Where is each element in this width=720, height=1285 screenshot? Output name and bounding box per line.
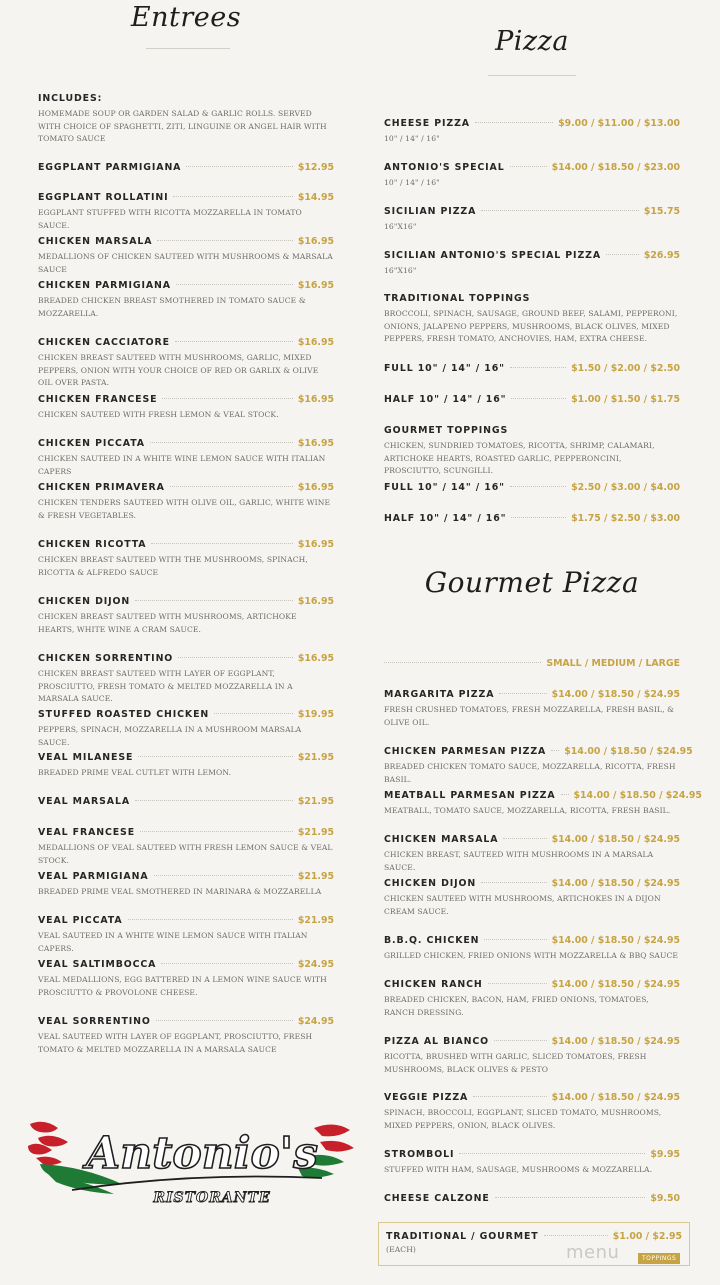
menu-item-name: VEAL MARSALA <box>38 796 130 807</box>
menu-item <box>38 236 334 276</box>
menu-item <box>384 425 680 478</box>
dotted-leader <box>135 600 293 601</box>
dotted-leader <box>138 756 293 757</box>
menu-item <box>384 979 680 1019</box>
menu-item-desc: MEDALLIONS OF CHICKEN SAUTEED WITH MUSHROOMS & MARSALA SAUCE <box>38 252 333 274</box>
menu-item-name: CHICKEN DIJON <box>38 596 131 607</box>
logo-red-swirl <box>28 1122 68 1165</box>
dotted-leader <box>150 442 293 443</box>
menu-item <box>38 394 334 422</box>
toppings-box-desc: (EACH) <box>386 1245 416 1254</box>
menu-item-desc: VEAL SAUTEED WITH LAYER OF EGGPLANT, PROSCIUTTO, FRESH TOMATO & MELTED MOZZARELLA IN A MARSALA SAUCE <box>38 1032 313 1054</box>
menu-item <box>38 709 334 749</box>
menu-item-row <box>384 250 680 261</box>
menu-item <box>384 250 680 278</box>
dotted-leader <box>170 486 293 487</box>
menu-item-price: $26.95 <box>643 250 680 261</box>
logo-sub: RISTORANTE <box>153 1190 271 1206</box>
menu-item-price: $16.95 <box>297 236 334 247</box>
menu-item-name: VEAL FRANCESE <box>38 827 136 838</box>
menu-item-desc: VEAL SAUTEED IN A WHITE WINE LEMON SAUCE WITH ITALIAN CAPERS. <box>38 931 308 953</box>
menu-item-desc: 10" / 14" / 16" <box>384 178 440 187</box>
menu-item-desc: 16"X16" <box>384 266 417 275</box>
dotted-leader <box>214 713 293 714</box>
menu-item-price: $14.00 / $18.50 / $24.95 <box>551 689 680 700</box>
menu-item <box>38 871 334 899</box>
entrees-heading-rule <box>146 48 230 49</box>
logo-script: Antonio's <box>85 1128 319 1179</box>
menu-item-desc: BREADED CHICKEN BREAST SMOTHERED IN TOMATO SAUCE & MOZZARELLA. <box>38 296 306 318</box>
menu-item-row <box>38 1016 334 1027</box>
toppings-box-leader <box>544 1235 608 1236</box>
menu-item <box>38 162 334 173</box>
menu-item-desc: PEPPERS, SPINACH, MOZZARELLA IN A MUSHROOM MARSALA SAUCE. <box>38 725 302 747</box>
menu-item-desc: MEATBALL, TOMATO SAUCE, MOZZARELLA, RICOTTA, FRESH BASIL. <box>384 806 671 815</box>
antonios-logo <box>22 1116 358 1212</box>
dotted-leader <box>140 831 293 832</box>
menu-item-row <box>384 979 680 990</box>
menu-item-name: CHICKEN PARMESAN PIZZA <box>384 746 547 757</box>
menu-item-row <box>384 790 702 801</box>
menu-item <box>384 206 680 234</box>
menu-item-row <box>38 236 334 247</box>
menu-item-name: B.B.Q. CHICKEN <box>384 935 480 946</box>
dotted-leader <box>157 240 292 241</box>
menu-item-row <box>38 709 334 720</box>
menu-item-row <box>38 796 334 807</box>
menu-item-row <box>384 689 680 700</box>
menu-item-row <box>384 513 680 524</box>
menu-item-row <box>384 162 680 173</box>
dotted-leader <box>161 963 292 964</box>
pizza-heading: Pizza <box>495 26 569 57</box>
menu-item-price: $21.95 <box>297 752 334 763</box>
menu-item-row <box>38 192 334 203</box>
menu-item-desc: CHICKEN SAUTEED WITH FRESH LEMON & VEAL STOCK. <box>38 410 279 419</box>
menu-item-price: $16.95 <box>297 596 334 607</box>
menu-item-name: MARGARITA PIZZA <box>384 689 495 700</box>
menu-item-row <box>38 438 334 449</box>
menu-item-desc: CHICKEN SAUTEED WITH MUSHROOMS, ARTICHOKES IN A DIJON CREAM SAUCE. <box>384 894 661 916</box>
menu-item-desc: BREADED CHICKEN TOMATO SAUCE, MOZZARELLA, RICOTTA, FRESH BASIL. <box>384 762 676 784</box>
menu-item-row <box>384 394 680 405</box>
menu-item <box>38 337 334 390</box>
menu-item-name: EGGPLANT ROLLATINI <box>38 192 169 203</box>
menu-item-price: $1.50 / $2.00 / $2.50 <box>571 363 680 374</box>
dotted-leader <box>162 398 292 399</box>
menu-item <box>38 752 334 780</box>
toppings-box-price: $1.00 / $2.95 <box>612 1231 682 1242</box>
menu-item-desc: CHICKEN, SUNDRIED TOMATOES, RICOTTA, SHRIMP, CALAMARI, ARTICHOKE HEARTS, ROASTED GARLIC, PEPPERONCINI, PROSCIUTTO, SCUNGILLI. <box>384 441 655 476</box>
dotted-leader <box>606 254 639 255</box>
menu-item <box>38 280 334 320</box>
menu-item-price: $16.95 <box>297 539 334 550</box>
dotted-leader <box>494 1040 547 1041</box>
menu-item <box>384 1193 680 1204</box>
menu-item-price: $15.75 <box>643 206 680 217</box>
menu-item-row <box>38 337 334 348</box>
menu-item-row <box>38 752 334 763</box>
menu-item <box>38 653 334 706</box>
menu-item-price: $16.95 <box>297 394 334 405</box>
pizza-heading-rule <box>488 75 576 76</box>
menu-item-name: STROMBOLI <box>384 1149 455 1160</box>
dotted-leader <box>481 210 639 211</box>
dotted-leader <box>459 1153 645 1154</box>
menu-item-name: CHICKEN RANCH <box>384 979 483 990</box>
menu-item-price: $14.00 / $18.50 / $24.95 <box>551 979 680 990</box>
includes-desc: HOMEMADE SOUP OR GARDEN SALAD & GARLIC ROLLS. SERVED WITH CHOICE OF SPAGHETTI, ZITI, LINGUINE OR ANGEL HAIR WITH TOMATO SAUCE <box>38 109 327 144</box>
menu-item-price: $1.00 / $1.50 / $1.75 <box>571 394 680 405</box>
menu-item-desc: BROCCOLI, SPINACH, SAUSAGE, GROUND BEEF, SALAMI, PEPPERONI, ONIONS, JALAPENO PEPPERS, MUSHROOMS, BLACK OLIVES, MIXED PEPPERS, FRESH TOMATO, ANCHOVIES, HAM, EXTRA CHEESE. <box>384 309 678 344</box>
menu-item <box>384 162 680 190</box>
menu-item-name: CHICKEN SORRENTINO <box>38 653 174 664</box>
menu-item-name: CHICKEN PICCATA <box>38 438 145 449</box>
menu-item-desc: BREADED CHICKEN, BACON, HAM, FRIED ONIONS, TOMATOES, RANCH DRESSING. <box>384 995 649 1017</box>
menu-item-price: $14.95 <box>297 192 334 203</box>
dotted-leader <box>156 1020 293 1021</box>
menu-item-name: CHICKEN RICOTTA <box>38 539 147 550</box>
menu-item-row <box>384 363 680 374</box>
menu-item-name: CHICKEN MARSALA <box>384 834 499 845</box>
menu-item-desc: MEDALLIONS OF VEAL SAUTEED WITH FRESH LEMON SAUCE & VEAL STOCK. <box>38 843 333 865</box>
dotted-leader <box>511 517 566 518</box>
menu-item-row <box>38 539 334 550</box>
dotted-leader <box>178 657 293 658</box>
menu-item <box>384 834 680 874</box>
menu-item <box>384 118 680 146</box>
menu-item-row <box>384 425 680 436</box>
menu-item-name: VEGGIE PIZZA <box>384 1092 469 1103</box>
menu-item-desc: STUFFED WITH HAM, SAUSAGE, MUSHROOMS & MOZZARELLA. <box>384 1165 653 1174</box>
menu-item-price: $24.95 <box>297 1016 334 1027</box>
menu-item-row <box>38 280 334 291</box>
menu-item-desc: FRESH CRUSHED TOMATOES, FRESH MOZZARELLA, FRESH BASIL, & OLIVE OIL. <box>384 705 675 727</box>
menu-item-row <box>384 878 680 889</box>
menu-item-name: EGGPLANT PARMIGIANA <box>38 162 182 173</box>
menu-item-desc: GRILLED CHICKEN, FRIED ONIONS WITH MOZZARELLA & BBQ SAUCE <box>384 951 679 960</box>
menu-item-name: CHICKEN DIJON <box>384 878 477 889</box>
dotted-leader <box>510 367 566 368</box>
menu-item-row <box>38 394 334 405</box>
menu-item <box>38 959 334 999</box>
menu-item-name: VEAL SALTIMBOCCA <box>38 959 157 970</box>
dotted-leader <box>175 341 293 342</box>
menu-item <box>38 192 334 232</box>
menu-item-price: $21.95 <box>297 827 334 838</box>
menu-item <box>384 513 680 524</box>
menu-item-desc: SPINACH, BROCCOLI, EGGPLANT, SLICED TOMATO, MUSHROOMS, MIXED PEPPERS, ONION, BLACK OLIVES. <box>384 1108 662 1130</box>
dotted-leader <box>475 122 553 123</box>
menu-item <box>384 878 680 918</box>
menu-item-row <box>384 1036 680 1047</box>
menu-item-name: GOURMET TOPPINGS <box>384 425 509 436</box>
dotted-leader <box>551 750 559 751</box>
menu-item <box>384 293 680 346</box>
gourmet-sizes: SMALL / MEDIUM / LARGE <box>546 658 680 669</box>
menu-item-name: FULL 10" / 14" / 16" <box>384 482 505 493</box>
dotted-leader <box>481 882 546 883</box>
menu-item-name: FULL 10" / 14" / 16" <box>384 363 505 374</box>
dotted-leader <box>561 794 569 795</box>
menu-item <box>38 482 334 522</box>
dotted-leader <box>488 983 547 984</box>
menu-item <box>38 796 334 807</box>
menu-item-row <box>38 827 334 838</box>
menu-item-desc: 16"X16" <box>384 222 417 231</box>
dotted-leader <box>495 1197 646 1198</box>
menu-item-name: VEAL MILANESE <box>38 752 134 763</box>
menu-item-row <box>384 1092 680 1103</box>
menu-item-row <box>38 653 334 664</box>
menu-item-row <box>384 746 693 757</box>
menu-item-price: $9.00 / $11.00 / $13.00 <box>558 118 680 129</box>
menu-item-name: TRADITIONAL TOPPINGS <box>384 293 531 304</box>
includes-title: INCLUDES: <box>38 93 103 104</box>
menu-item <box>38 827 334 867</box>
menu-item-name: CHICKEN MARSALA <box>38 236 153 247</box>
menu-item-row <box>384 1149 680 1160</box>
menu-item-desc: CHICKEN BREAST SAUTEED WITH MUSHROOMS, GARLIC, MIXED PEPPERS, ONION WITH YOUR CHOICE OF RED OR GARLIX & OLIVE OIL OVER PASTA. <box>38 353 319 388</box>
menu-item-name: ANTONIO'S SPECIAL <box>384 162 505 173</box>
dotted-leader <box>135 800 293 801</box>
watermark-tag: TOPPINGS <box>638 1253 680 1264</box>
menu-item-row <box>384 1193 680 1204</box>
menu-item-desc: VEAL MEDALLIONS, EGG BATTERED IN A LEMON WINE SAUCE WITH PROSCIUTTO & PROVOLONE CHEESE. <box>38 975 327 997</box>
menu-item-price: $14.00 / $18.50 / $24.95 <box>551 1036 680 1047</box>
menu-item <box>384 689 680 729</box>
menu-item <box>384 482 680 493</box>
menu-item-name: CHICKEN CACCIATORE <box>38 337 170 348</box>
watermark-text: menu <box>566 1242 620 1263</box>
menu-item <box>384 935 680 963</box>
menu-item-desc: CHICKEN TENDERS SAUTEED WITH OLIVE OIL, GARLIC, WHITE WINE & FRESH VEGETABLES. <box>38 498 331 520</box>
menu-item-price: $14.00 / $18.50 / $24.95 <box>551 935 680 946</box>
menu-item <box>38 915 334 955</box>
menu-item-row <box>384 118 680 129</box>
dotted-leader <box>510 166 547 167</box>
menu-item <box>384 746 693 786</box>
menu-item <box>384 1149 680 1177</box>
dotted-leader <box>176 284 293 285</box>
menu-item-row <box>38 959 334 970</box>
menu-item-price: $21.95 <box>297 796 334 807</box>
entrees-includes <box>38 93 334 146</box>
menu-item-row <box>38 482 334 493</box>
entrees-heading: Entrees <box>130 2 242 33</box>
menu-item-row <box>38 162 334 173</box>
menu-item-desc: CHICKEN BREAST, SAUTEED WITH MUSHROOMS IN A MARSALA SAUCE. <box>384 850 654 872</box>
dotted-leader <box>151 543 292 544</box>
menu-item-price: $12.95 <box>297 162 334 173</box>
menu-item-price: $16.95 <box>297 482 334 493</box>
menu-item-name: CHICKEN FRANCESE <box>38 394 158 405</box>
menu-item-name: VEAL SORRENTINO <box>38 1016 151 1027</box>
menu-item-row <box>384 482 680 493</box>
dotted-leader <box>154 875 293 876</box>
menu-item-price: $14.00 / $18.50 / $24.95 <box>551 1092 680 1103</box>
menu-item-price: $14.00 / $18.50 / $23.00 <box>551 162 680 173</box>
menu-item-desc: BREADED PRIME VEAL SMOTHERED IN MARINARA & MOZZARELLA <box>38 887 322 896</box>
menu-item-price: $14.00 / $18.50 / $24.95 <box>573 790 702 801</box>
menu-item-desc: EGGPLANT STUFFED WITH RICOTTA MOZZARELLA IN TOMATO SAUCE. <box>38 208 302 230</box>
menu-item-price: $16.95 <box>297 438 334 449</box>
menu-item-name: PIZZA AL BIANCO <box>384 1036 490 1047</box>
toppings-box-name: TRADITIONAL / GOURMET <box>386 1231 539 1242</box>
menu-item-price: $2.50 / $3.00 / $4.00 <box>571 482 680 493</box>
menu-item-price: $14.00 / $18.50 / $24.95 <box>551 834 680 845</box>
sizes-leader <box>384 662 541 663</box>
menu-item-desc: CHICKEN SAUTEED IN A WHITE WINE LEMON SAUCE WITH ITALIAN CAPERS <box>38 454 326 476</box>
menu-item <box>38 438 334 478</box>
menu-item <box>38 1016 334 1056</box>
menu-item-price: $16.95 <box>297 653 334 664</box>
menu-item-desc: BREADED PRIME VEAL CUTLET WITH LEMON. <box>38 768 232 777</box>
dotted-leader <box>499 693 546 694</box>
menu-item <box>38 539 334 579</box>
gourmet-heading: Gourmet Pizza <box>424 566 640 599</box>
menu-item-name: SICILIAN PIZZA <box>384 206 477 217</box>
menu-item-desc: CHICKEN BREAST SAUTEED WITH LAYER OF EGGPLANT, PROSCIUTTO, FRESH TOMATO & MELTED MOZZARELLA IN A MARSALA SAUCE. <box>38 669 293 704</box>
menu-item-price: $21.95 <box>297 871 334 882</box>
dotted-leader <box>503 838 546 839</box>
menu-item-name: VEAL PARMIGIANA <box>38 871 149 882</box>
menu-item <box>384 363 680 374</box>
dotted-leader <box>128 919 293 920</box>
menu-item-price: $16.95 <box>297 337 334 348</box>
menu-item-name: HALF 10" / 14" / 16" <box>384 513 507 524</box>
menu-item-name: CHEESE CALZONE <box>384 1193 490 1204</box>
menu-item-row <box>38 596 334 607</box>
menu-item-name: VEAL PICCATA <box>38 915 123 926</box>
menu-item-price: $14.00 / $18.50 / $24.95 <box>551 878 680 889</box>
menu-item-row <box>38 915 334 926</box>
menu-item-row <box>384 206 680 217</box>
menu-item-name: STUFFED ROASTED CHICKEN <box>38 709 210 720</box>
menu-item-name: CHEESE PIZZA <box>384 118 470 129</box>
menu-item-price: $16.95 <box>297 280 334 291</box>
menu-item-price: $1.75 / $2.50 / $3.00 <box>571 513 680 524</box>
menu-item <box>384 790 702 818</box>
dotted-leader <box>510 486 566 487</box>
menu-item <box>38 596 334 636</box>
menu-item-price: $14.00 / $18.50 / $24.95 <box>564 746 693 757</box>
menu-item-price: $9.95 <box>650 1149 680 1160</box>
menu-item-desc: CHICKEN BREAST SAUTEED WITH THE MUSHROOMS, SPINACH, RICOTTA & ALFREDO SAUCE <box>38 555 308 577</box>
menu-item-name: HALF 10" / 14" / 16" <box>384 394 507 405</box>
gourmet-sizes-row <box>384 658 680 669</box>
menu-item-price: $19.95 <box>297 709 334 720</box>
menu-item-desc: CHICKEN BREAST SAUTEED WITH MUSHROOMS, ARTICHOKE HEARTS, WHITE WINE A CRAM SAUCE. <box>38 612 297 634</box>
menu-item-price: $9.50 <box>650 1193 680 1204</box>
dotted-leader <box>473 1096 546 1097</box>
dotted-leader <box>484 939 546 940</box>
menu-item-price: $24.95 <box>297 959 334 970</box>
menu-item-name: CHICKEN PRIMAVERA <box>38 482 165 493</box>
menu-item-row <box>384 935 680 946</box>
menu-item <box>384 394 680 405</box>
menu-item-desc: RICOTTA, BRUSHED WITH GARLIC, SLICED TOMATOES, FRESH MUSHROOMS, BLACK OLIVES & PESTO <box>384 1052 647 1074</box>
menu-item-name: MEATBALL PARMESAN PIZZA <box>384 790 556 801</box>
menu-item-name: CHICKEN PARMIGIANA <box>38 280 171 291</box>
menu-item-name: SICILIAN ANTONIO'S SPECIAL PIZZA <box>384 250 601 261</box>
menu-item <box>384 1092 680 1132</box>
menu-item-row <box>38 871 334 882</box>
dotted-leader <box>173 196 292 197</box>
menu-item-row <box>384 293 680 304</box>
menu-item-price: $21.95 <box>297 915 334 926</box>
menu-item <box>384 1036 680 1076</box>
menu-item-desc: 10" / 14" / 16" <box>384 134 440 143</box>
menu-item-row <box>384 834 680 845</box>
dotted-leader <box>186 166 292 167</box>
dotted-leader <box>511 398 566 399</box>
